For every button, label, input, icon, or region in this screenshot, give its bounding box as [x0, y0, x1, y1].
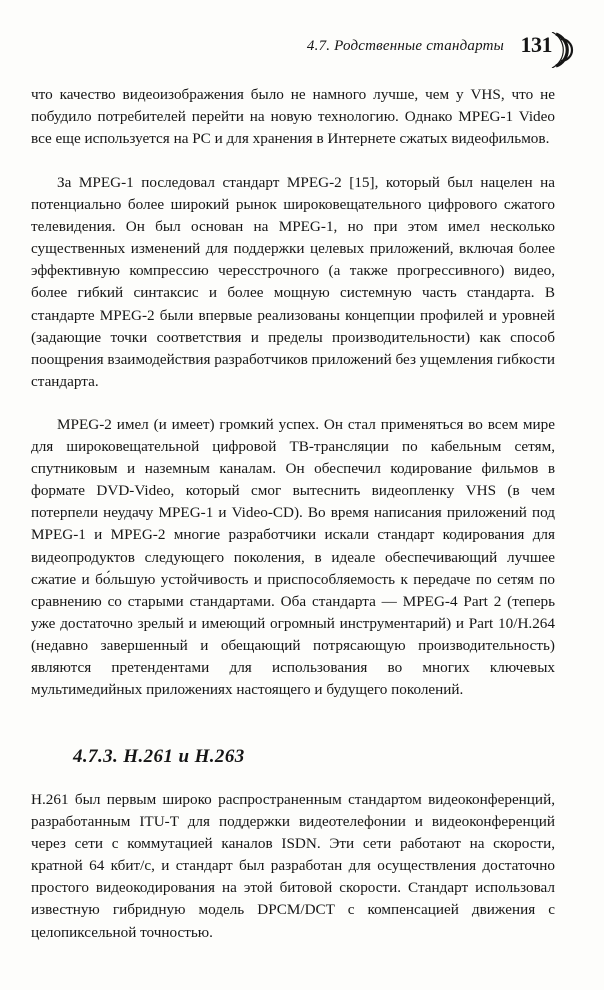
body-paragraph — [31, 414, 555, 701]
body-paragraph — [31, 84, 555, 150]
paragraph-text: что качество видеоизображения было не намного лучше, чем у VHS, что не побудило потребителей перейти на новую технологию. Однако MPEG-1 Video все еще используется на PC и для хранения в Интернете сжатых видеофильмов. — [31, 86, 555, 148]
body-paragraph — [31, 789, 555, 944]
page-number-arc-icon — [550, 32, 586, 68]
paragraph-text: За MPEG-1 последовал стандарт MPEG-2 [15], который был нацелен на потенциально более широкий рынок широковещательного цифрового сжатого телевидения. Он был основан на MPEG-1, но при этом имел несколько существенных изменений для поддержки целевых приложений, включая более эффективную компрессию чересстрочного (а также прогрессивного) видео, более гибкий синтаксис и более мощную системную часть стандарта. В стандарте MPEG-2 были впервые реализованы концепции профилей и уровней (задающие точки соответствия и пределы производительности) как способ поощрения взаимодействия разработчиков приложений без ущемления гибкости стандарта. — [31, 174, 555, 390]
page-header — [0, 30, 604, 70]
body-paragraph — [31, 172, 555, 393]
section-heading: 4.7.3. H.261 и H.263 — [73, 746, 245, 767]
paragraph-text: MPEG-2 имел (и имеет) громкий успех. Он стал применяться во всем мире для широковещательной цифровой ТВ-трансляции по кабельным сетям, спутниковым и наземным каналам. Он обеспечил кодирование фильмов в формате DVD-Video, который смог вытеснить видеопленку VHS (в чем потерпели неудачу MPEG-1 и Video-CD). Во время написания приложений под MPEG-1 и MPEG-2 многие разработчики искали стандарт кодирования для видеопродуктов следующего поколения, в идеале обеспечивающий лучшее сжатие и бо́льшую устойчивость и приспособляемость к передаче по сетям по сравнению со старыми стандартами. Оба стандарта — MPEG-4 Part 2 (теперь уже достаточно зрелый и имеющий огромный инструментарий) и Part 10/H.264 (недавно завершенный и обещающий потрясающую производительность) являются претендентами для использования во многих ключевых мультимедийных приложениях настоящего и будущего поколений. — [31, 416, 555, 699]
running-title: 4.7. Родственные стандарты — [306, 38, 504, 54]
page-number: 131 — [520, 32, 552, 57]
paragraph-text: H.261 был первым широко распространенным стандартом видеоконференций, разработанным ITU-T для поддержки видеотелефонии и видеоконференций через сети с коммутацией каналов ISDN. Эти сети работают на скорости, кратной 64 кбит/с, и стандарт был разработан для осуществления достаточно простого видеокодирования на этой битовой скорости. Стандарт использовал известную гибридную модель DPCM/DCT с компенсацией движения с целопиксельной точностью. — [31, 791, 555, 941]
